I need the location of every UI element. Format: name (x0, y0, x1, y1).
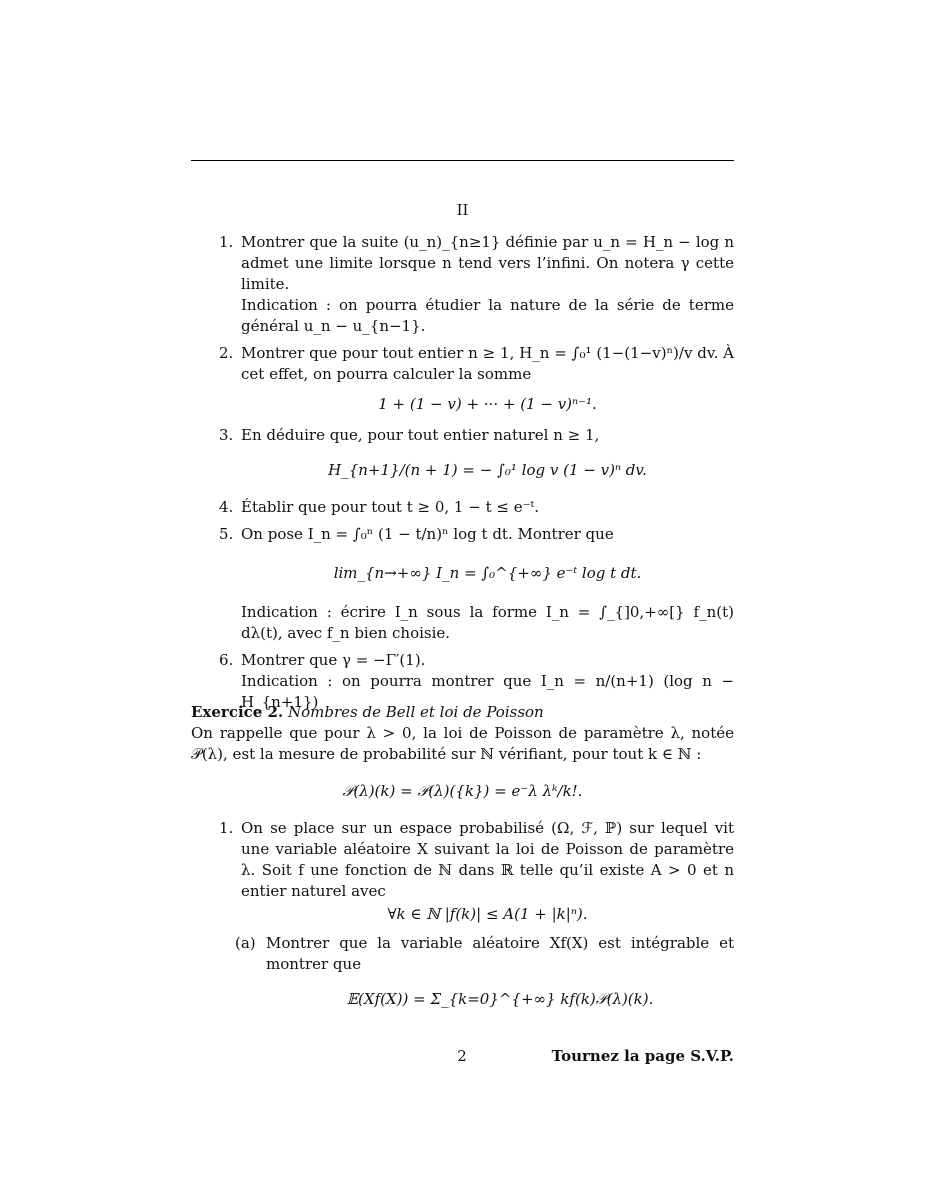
question-1 (191, 232, 734, 337)
display-equation: ∀k ∈ ℕ |f(k)| ≤ A(1 + |k|ⁿ). (387, 905, 588, 923)
question-text: Établir que pour tout t ≥ 0, 1 − t ≤ e⁻ᵗ. (241, 498, 539, 516)
page-number: 2 (457, 1047, 467, 1065)
exercise-2 (191, 702, 734, 1010)
question-text: Montrer que pour tout entier n ≥ 1, H_n = ∫₀¹ (1−(1−v)ⁿ)/v dv. À cet effet, on pourra calculer la somme (241, 344, 734, 383)
question-number: 4. (219, 498, 234, 516)
question-text: On se place sur un espace probabilisé (Ω, ℱ, ℙ) sur lequel vit une variable aléatoire X suivant la loi de Poisson de paramètre λ. Soit f une fonction de ℕ dans ℝ telle qu’il existe A > 0 et n entier naturel avec (241, 819, 734, 900)
display-equation: H_{n+1}/(n + 1) = − ∫₀¹ log v (1 − v)ⁿ dv. (328, 461, 647, 479)
exercise-intro: On rappelle que pour λ > 0, la loi de Poisson de paramètre λ, notée 𝒫(λ), est la mesure de probabilité sur ℕ vérifiant, pour tout k ∈ ℕ : (191, 724, 734, 763)
exercise-label: Exercice 2. (191, 703, 284, 721)
top-rule (191, 160, 734, 161)
question-2 (191, 343, 734, 415)
question-list (191, 232, 734, 719)
display-equation: lim_{n→+∞} I_n = ∫₀^{+∞} e⁻ᵗ log t dt. (333, 564, 642, 582)
question-text: Montrer que γ = −Γ′(1). (241, 651, 426, 669)
hint-text: Indication : on pourra montrer que I_n = n/(n+1) (log n − H_{n+1}) (241, 672, 734, 711)
section-title: II (456, 201, 469, 219)
hint-text: Indication : on pourra étudier la nature de la série de terme général u_n − u_{n−1}. (241, 296, 734, 335)
turn-page-note: Tournez la page S.V.P. (551, 1047, 734, 1065)
question-4 (191, 497, 734, 518)
display-equation: 𝒫(λ)(k) = 𝒫(λ)({k}) = e⁻λ λᵏ/k!. (342, 782, 583, 800)
question-number: 6. (219, 651, 234, 669)
hint-text: Indication : écrire I_n sous la forme I_n = ∫_{]0,+∞[} f_n(t) dλ(t), avec f_n bien choisie. (241, 603, 734, 642)
sub-question-a (191, 933, 734, 1010)
exercise-2-question-1 (191, 818, 734, 925)
question-number: 5. (219, 525, 234, 543)
question-number: 1. (219, 233, 234, 251)
question-5 (191, 524, 734, 644)
question-text: Montrer que la suite (u_n)_{n≥1} définie par u_n = H_n − log n admet une limite lorsque n tend vers l’infini. On notera γ cette limite. (241, 233, 734, 293)
display-equation: 𝔼(Xf(X)) = Σ_{k=0}^{+∞} kf(k)𝒫(λ)(k). (346, 990, 654, 1008)
exercise-heading (191, 702, 734, 723)
question-text: On pose I_n = ∫₀ⁿ (1 − t/n)ⁿ log t dt. Montrer que (241, 525, 614, 543)
question-number: 1. (219, 819, 234, 837)
display-equation: 1 + (1 − v) + ··· + (1 − v)ⁿ⁻¹. (378, 395, 597, 413)
question-3 (191, 425, 734, 481)
question-number: 3. (219, 426, 234, 444)
sub-question-text: Montrer que la variable aléatoire Xf(X) est intégrable et montrer que (266, 934, 734, 973)
question-number: 2. (219, 344, 234, 362)
question-text: En déduire que, pour tout entier naturel n ≥ 1, (241, 426, 600, 444)
sub-question-label: (a) (235, 934, 256, 952)
exercise-subtitle: Nombres de Bell et loi de Poisson (288, 703, 544, 721)
